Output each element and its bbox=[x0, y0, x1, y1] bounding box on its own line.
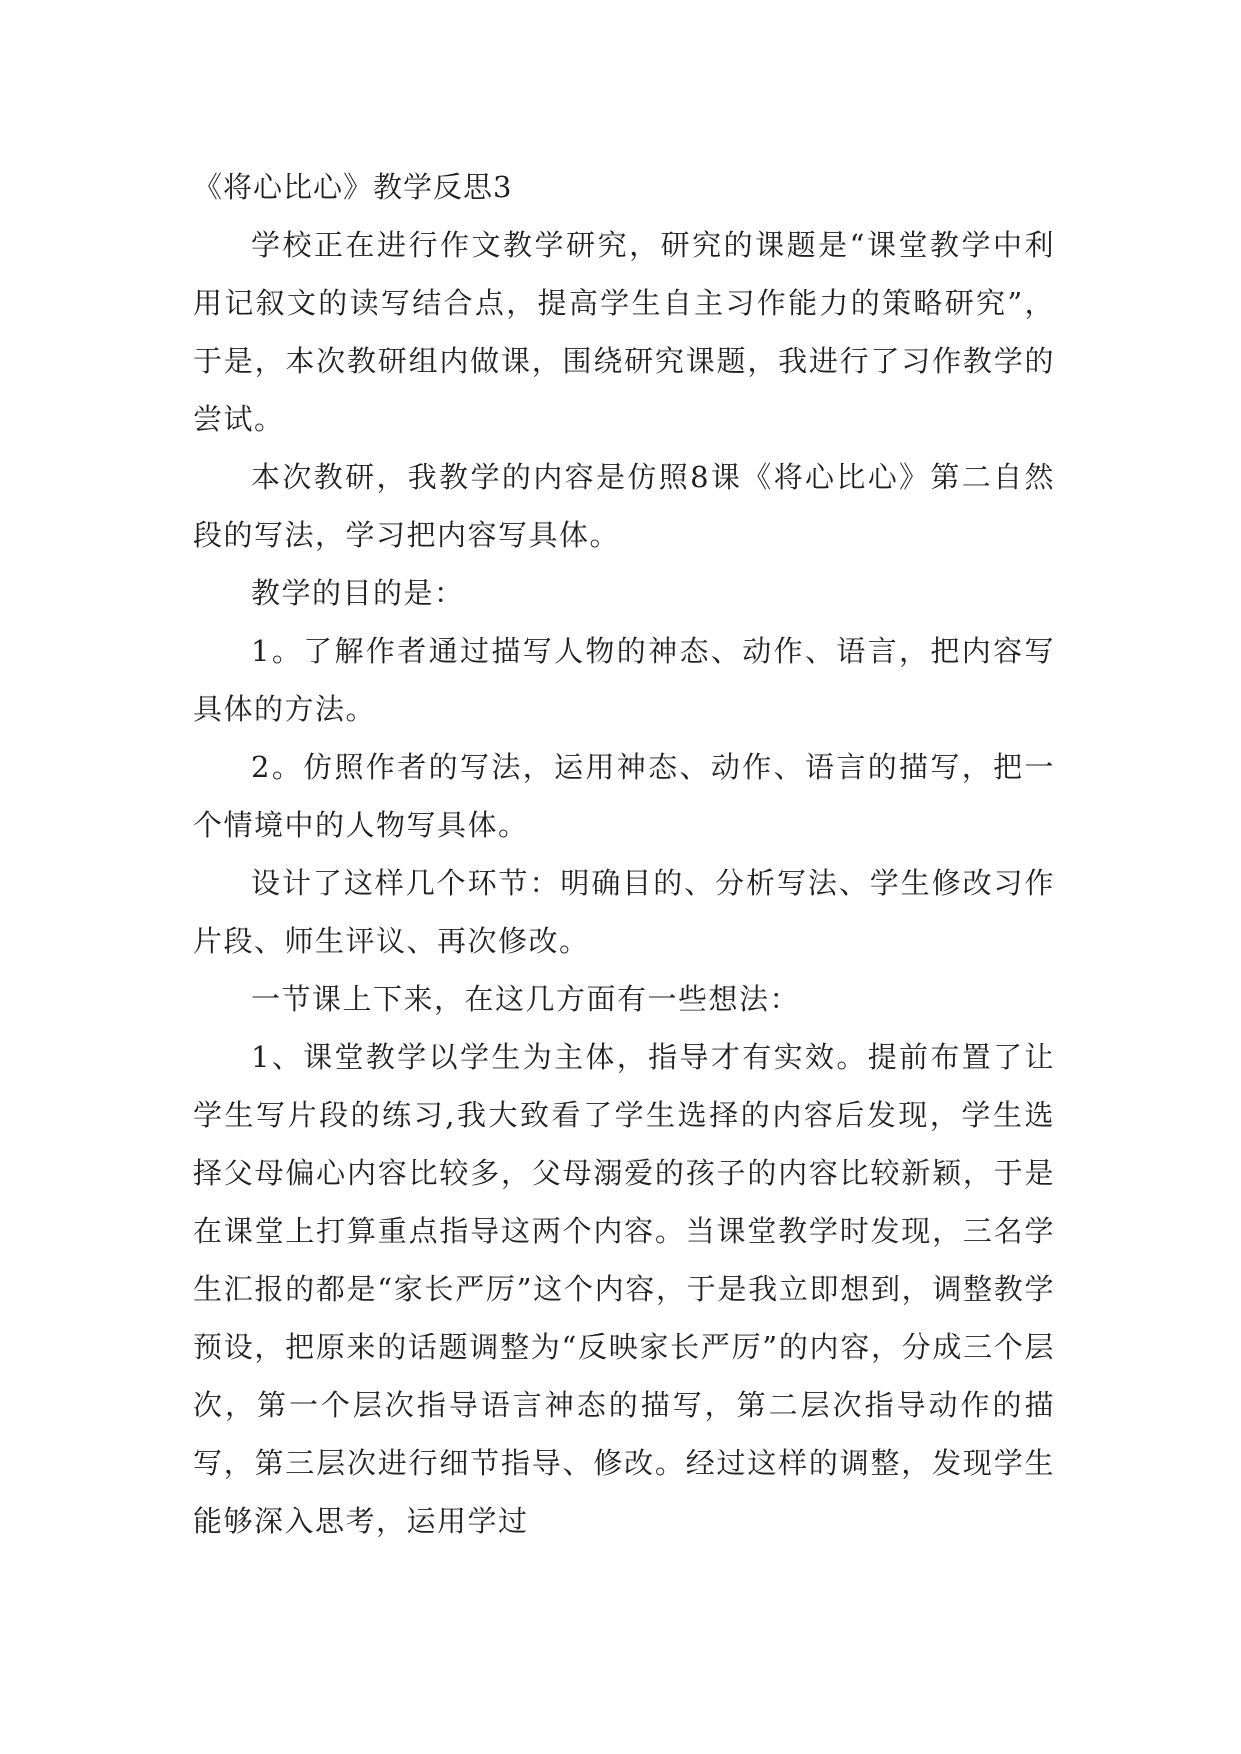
paragraph-5: 2。仿照作者的写法，运用神态、动作、语言的描写，把一个情境中的人物写具体。 bbox=[193, 750, 1055, 842]
paragraph-7: 一节课上下来，在这几方面有一些想法： bbox=[251, 982, 801, 1016]
paragraph-4: 1。了解作者通过描写人物的神态、动作、语言，把内容写具体的方法。 bbox=[193, 634, 1055, 726]
document-page bbox=[193, 158, 1055, 1550]
paragraph-6: 设计了这样几个环节：明确目的、分析写法、学生修改习作片段、师生评议、再次修改。 bbox=[193, 866, 1055, 958]
paragraph-2: 本次教研，我教学的内容是仿照8课《将心比心》第二自然段的写法，学习把内容写具体。 bbox=[193, 460, 1055, 552]
paragraph-8: 1、课堂教学以学生为主体，指导才有实效。提前布置了让学生写片段的练习,我大致看了学生选择的内容后发现，学生选择父母偏心内容比较多，父母溺爱的孩子的内容比较新颖，于是在课堂上打算重点指导这两个内容。当课堂教学时发现，三名学生汇报的都是“家长严厉”这个内容，于是我立即想到，调整教学预设，把原来的话题调整为“反映家长严厉”的内容，分成三个层次，第一个层次指导语言神态的描写，第二层次指导动作的描写，第三层次进行细节指导、修改。经过这样的调整，发现学生能够深入思考，运用学过 bbox=[193, 1040, 1055, 1538]
paragraph-1: 学校正在进行作文教学研究，研究的课题是“课堂教学中利用记叙文的读写结合点，提高学生自主习作能力的策略研究”，于是，本次教研组内做课，围绕研究课题，我进行了习作教学的尝试。 bbox=[193, 228, 1055, 436]
paragraph-3: 教学的目的是： bbox=[251, 576, 465, 610]
document-title: 《将心比心》教学反思3 bbox=[193, 170, 513, 204]
